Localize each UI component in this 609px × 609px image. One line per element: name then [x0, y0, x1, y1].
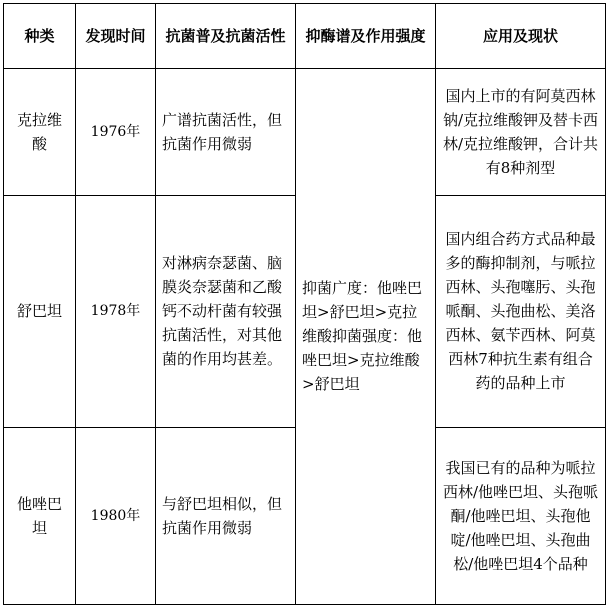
cell-application: 国内上市的有阿莫西林钠/克拉维酸钾及替卡西林/克拉维酸钾，合计共有8种剂型 — [436, 68, 606, 195]
cell-year: 1980年 — [76, 427, 156, 605]
cell-activity: 对淋病奈瑟菌、脑膜炎奈瑟菌和乙酸钙不动杆菌有较强抗菌活性，对其他菌的作用均甚差。 — [156, 195, 296, 427]
cell-strength-merged: 抑菌广度：他唑巴坦>舒巴坦>克拉维酸抑菌强度：他唑巴坦>克拉维酸>舒巴坦 — [296, 68, 436, 604]
cell-application: 国内组合药方式品种最多的酶抑制剂，与哌拉西林、头孢噻肟、头孢哌酮、头孢曲松、美洛西林、氨苄西林、阿莫西林7种抗生素有组合药的品种上市 — [436, 195, 606, 427]
header-year: 发现时间 — [76, 4, 156, 69]
table-row-clavulanic — [4, 68, 606, 195]
cell-activity: 广谱抗菌活性，但抗菌作用微弱 — [156, 68, 296, 195]
header-row — [4, 4, 606, 69]
cell-kind: 舒巴坦 — [4, 195, 76, 427]
header-application: 应用及现状 — [436, 4, 606, 69]
cell-activity: 与舒巴坦相似，但抗菌作用微弱 — [156, 427, 296, 605]
comparison-table — [3, 3, 606, 605]
header-strength: 抑酶谱及作用强度 — [296, 4, 436, 69]
cell-year: 1978年 — [76, 195, 156, 427]
header-activity: 抗菌普及抗菌活性 — [156, 4, 296, 69]
cell-year: 1976年 — [76, 68, 156, 195]
cell-kind: 克拉维酸 — [4, 68, 76, 195]
cell-application: 我国已有的品种为哌拉西林/他唑巴坦、头孢哌酮/他唑巴坦、头孢他啶/他唑巴坦、头孢曲松/他唑巴坦4个品种 — [436, 427, 606, 605]
header-kind: 种类 — [4, 4, 76, 69]
cell-kind: 他唑巴坦 — [4, 427, 76, 605]
